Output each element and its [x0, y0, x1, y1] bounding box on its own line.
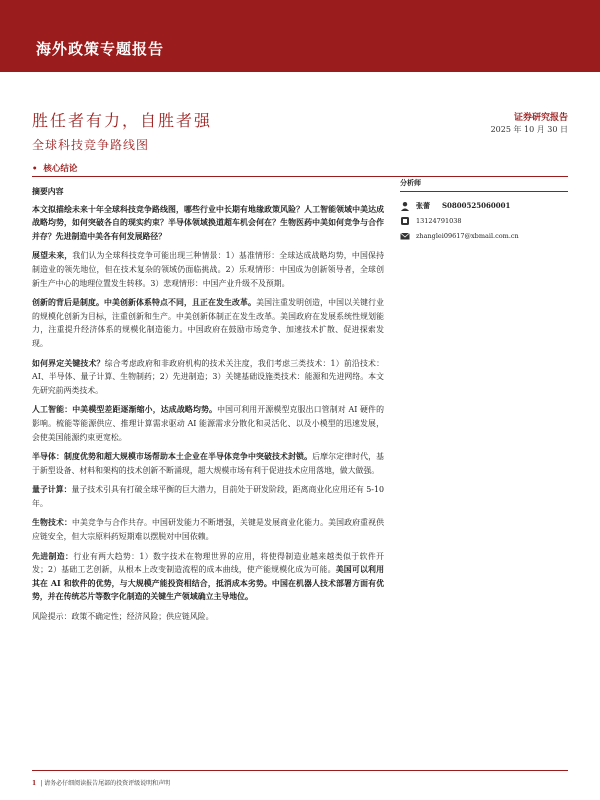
header-banner — [0, 0, 600, 72]
footer — [32, 778, 170, 787]
semi-paragraph: 半导体：制度优势和超大规模市场帮助本土企业在半导体竞争中突破技术封锁。后摩尔定律时代，基于新型设备、材料和架构的技术创新不断涌现，超大规模市场有利于促进技术应用落地，做大做强。 — [32, 452, 384, 475]
report-type: 证券研究报告 — [513, 113, 568, 123]
ai-paragraph: 人工智能：中美模型差距逐渐缩小，达成战略均势。中国可利用开源模型克服出口管制对 AI 硬件的影响。梳能等能源供应、推理计算需求驱动 AI 能源需求分散化和灵活化、以及小模型的迅速发展，会使美国能源约束更宽松。 — [32, 405, 384, 442]
footer-disclaimer: 请务必仔细阅读报告尾部的投资评级说明和声明 — [44, 780, 171, 787]
analyst-panel — [400, 178, 568, 243]
intro-paragraph: 本文拟描绘未来十年全球科技竞争路线图，哪些行业中长期有地缘政策风险？人工智能领域中美达成战略均势，如何突破各自的现实约束？半导体领域换道超车机会何在？生物医药中美如何竞争与合作并存？先进制造中美各有何发展路径？ — [32, 204, 384, 241]
analyst-phone-row — [400, 213, 568, 228]
analyst-name-row — [400, 198, 568, 213]
analyst-heading: 分析师 — [400, 178, 568, 192]
outlook-paragraph: 展望未来，我们认为全球科技竞争可能出现三种情景：1）基准情形：全球达成战略均势，中国保持制造业的领先地位，但在技术复杂的领域仍面临挑战。2）乐观情形：中国成为创新领导者，全球创新生产中心的地理位置发生转移。3）悲观情形：中国产业升级不及预期。 — [32, 251, 384, 288]
analyst-email[interactable]: zhanglei09617@xbmail.com.cn — [416, 231, 519, 240]
user-icon — [400, 201, 410, 211]
risk-paragraph: 风险提示：政策不确定性；经济风险；供应链风险。 — [32, 612, 214, 622]
manufacturing-paragraph: 先进制造：行业有两大趋势：1）数字技术在物理世界的应用，将使得制造业越来越类似于软件开发；2）基础工艺创新，从根本上改变制造流程的成本曲线，使产能规模化成为可能。美国可以利用其在 AI 和软件的优势，与大规模产能投资相结合，抵消成本劣势。中国在机器人技术部署方面有优势，并在传统芯片等数字化制造的关键生产领域确立主导地位。 — [32, 551, 384, 602]
page-number: 1 — [32, 780, 37, 787]
bullet-icon: • — [32, 164, 38, 174]
quantum-paragraph: 量子计算：量子技术引具有打破全球平衡的巨大潜力，目前处于研发阶段，距离商业化应用还有 5-10 年。 — [32, 485, 384, 508]
report-date: 2025 年 10 月 30 日 — [490, 125, 568, 134]
footer-separator: | — [40, 780, 45, 787]
footer-divider — [32, 770, 568, 771]
section-divider — [32, 176, 568, 177]
phone-icon — [400, 216, 410, 226]
innovation-paragraph: 创新的背后是制度。中美创新体系特点不同，且正在发生改革。美国注重发明创造，中国以关键行业的规模化创新为目标，注重创新和生产。中美创新体制正在发生改革。美国政府在发展系统性规划能力，注重提升经济体系的规模化制造能力。中国政府在鼓励市场竞争、加速技术扩散、促进探索发现。 — [32, 298, 384, 348]
summary-body — [32, 185, 384, 630]
bio-paragraph: 生物技术：中美竞争与合作共存。中国研发能力不断增强，关键是发展商业化能力。美国政府重视供应链安全，但大宗原料药短期难以摆脱对中国依赖。 — [32, 518, 384, 542]
report-subtitle: 全球科技竞争路线图 — [32, 138, 150, 152]
email-icon — [400, 231, 410, 241]
analyst-name: 张蕾 — [416, 200, 430, 210]
analyst-phone: 13124791038 — [416, 216, 462, 225]
analyst-email-row — [400, 228, 568, 243]
keytech-paragraph: 如何界定关键技术？综合考虑政府和非政府机构的技术关注度，我们考虑三类技术：1）前沿技术：AI、半导体、量子计算、生物制药；2）先进制造；3）关键基础设施类技术：能源和先进网络。本文先研究前两类技术。 — [32, 358, 384, 395]
banner-title: 海外政策专题报告 — [36, 40, 165, 58]
report-title: 胜任者有力，自胜者强 — [32, 111, 213, 130]
section-heading: • 核心结论 — [32, 164, 78, 174]
analyst-cert: S0800525060001 — [442, 201, 511, 210]
summary-label: 摘要内容 — [32, 187, 64, 196]
